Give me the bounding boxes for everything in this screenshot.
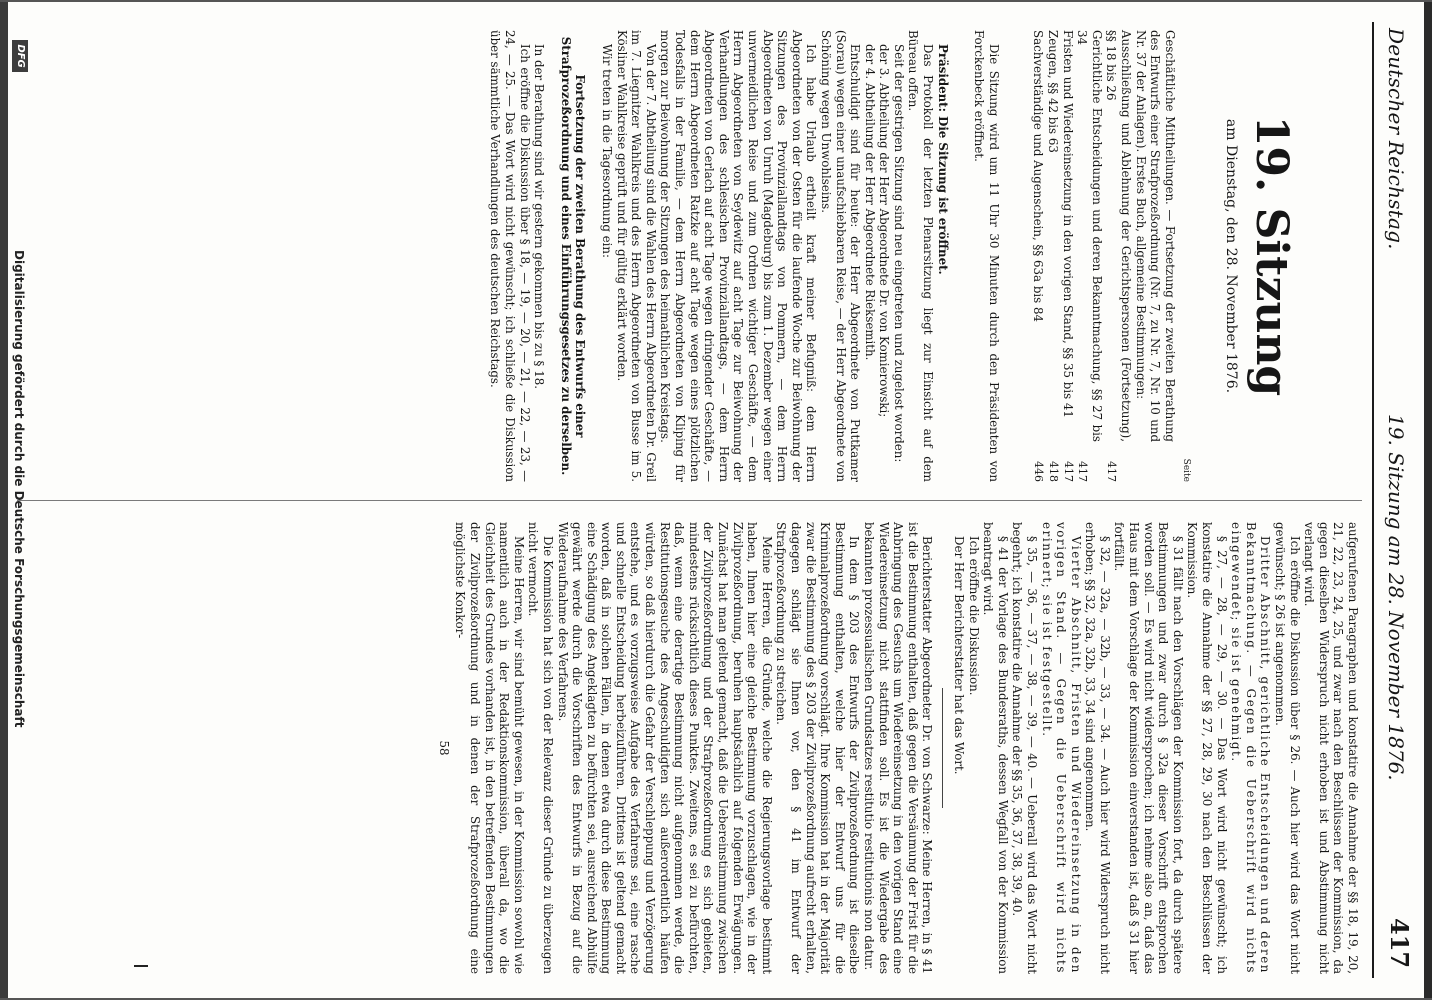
left-column [20,30,1360,482]
toc-item [1133,30,1177,482]
toc-item-text: Zeugen, §§ 42 bis 63 [1046,30,1061,153]
header-rule [1372,22,1374,978]
digitization-credit: Digitalisierung gefördert durch die Deutsche Forschungsgemeinschaft [12,250,26,728]
table-of-contents [1031,30,1194,482]
toc-item-text: Fristen und Wiedereinsetzung in den vorigen Stand, §§ 35 bis 41 [1060,30,1075,418]
body-paragraph: § 35, — 36, — 37, — 38, — 39, — 40. — Ueberall wird das Wort nicht begehrt; ich konstatire die Annahme der §§ 35, 36, 37, 38, 39, 40. [1010,522,1039,974]
toc-item-text: Sachverständige und Augenschein, §§ 63a bis 84 [1031,30,1046,322]
agenda-heading: Fortsetzung der zweiten Berathung des Entwurfs einer Strafprozeßordnung und eines Einführungsgesetzes zu derselben. [558,36,588,476]
body-paragraph: Der Herr Berichterstatter hat das Wort. [951,536,966,775]
body-paragraph: Die Kommission hat sich von der Relevanz dieser Gründe zu überzeugen nicht vermocht. [526,522,555,974]
body-paragraph: Von der 7. Abtheilung sind die Wahlen des Herrn Abgeordneten Dr. Greil im 7. Liegnitzer Wahlkreis und des Herrn Abgeordneten von Busse im 5. Kösliner Wahlkreise geprüft und für gültig erklärt worden. [614,30,658,482]
body-paragraph: der 4. Abtheilung der Herr Abgeordnete Rieksemith. [862,44,877,361]
paragraph-separator [942,688,943,808]
section-heading-paragraph: Dritter Abschnitt, gerichtliche Entscheidungen und deren Bekanntmachung. — Gegen die Ueberschrift wird nichts eingewendet; sie ist genehmigt. [1229,522,1273,974]
dfg-logo: DFG [12,40,28,72]
scan-edge-left [0,0,1432,2]
opening-paragraph: Die Sitzung wird um 11 Uhr 30 Minuten durch den Präsidenten von Forckenbeck eröffnet. [972,30,1001,482]
body-paragraph: In der Berathung sind wir gestern gekommen bis zu § 18. [532,44,547,389]
body-paragraph: Das Protokoll der letzten Plenarsitzung liegt zur Einsicht auf dem Büreau offen. [906,30,936,482]
sheet-number: 58 [436,740,451,756]
running-header [1376,0,1414,1000]
body-paragraph: Ich eröffne die Diskussion. [966,536,981,696]
body-paragraph: Meine Herren, die Gründe, welche die Regierungsvorlage bestimmt haben, Ihnen hier eine gleiche Bestimmung vorzuschlagen, wie in der Zivilprozeßordnung, beruhen hauptsächlich auf folgenden Erwägungen. Zunächst hat man geltend gemacht, daß die Uebereinstimmung zwischen der Zivilprozeßordnung und der Strafprozeßordnung es sich gebieten, mindestens rücksichtlich dieses Punktes. Zweitens, es sei zu befürchten, daß, wenn eine derartige Bestimmung nicht aufgenommen werde, die Restitutionsgesuche des Angeschuldigten sich außerordentlich häufen würden, so daß hierdurch die Gefahr der Verschleppung und Verzögerung entstehe, und es vorzugsweise Aufgabe des Verfahrens sei, eine rasche und schnelle Entscheidung herbeizuführen. Drittens ist geltend gemacht worden, daß in solchen Fällen, in denen etwa durch diese Bestimmung eine Schädigung des Angeklagten zu befürchten sei, ausreichend Abhülfe gewährt werde durch die Vorschriften des Entwurfs in Bezug auf die Wiederaufnahme des Verfahrens. [555,522,774,974]
toc-item [1104,30,1133,482]
body-paragraph: § 41 der Vorlage des Bundesraths, dessen Wegfall von der Kommission beantragt wird. [981,522,1010,974]
section-heading-paragraph: Vierter Abschnitt, Fristen und Wiedereinsetzung in den vorigen Stand. — Gegen die Ueberschrift wird nichts erinnert; sie ist festgestellt. [1039,522,1083,974]
session-title: 19. Sitzung [1246,115,1297,397]
body-paragraph: Seit der gestrigen Sitzung sind neu eingetreten und zugelost worden: [891,44,906,463]
toc-heading: Seite [1181,458,1192,482]
body-paragraph: Wir treten in die Tagesordnung ein: [600,44,615,258]
page-number: 417 [1385,918,1414,969]
body-paragraph: aufgerufenen Paragraphen und konstatire die Annahme der §§ 18, 19, 20, 21, 22, 23, 24, 25, und zwar nach den Beschlüssen der Kommission, da gegen dieselben Widerspruch nicht erhoben ist und Abstimmung nicht verlangt wird. [1302,522,1360,974]
president-paragraph: Präsident: Die Sitzung ist eröffnet. [935,44,950,275]
body-paragraph: Meine Herren, wir sind bemüht gewesen, in der Kommission sowohl wie namentlich auch in der Redaktionskommission, überall da, wo die Gleichheit des Grundes vorhanden ist, in den betreffenden Bestimmungen der Zivilprozeßordnung und in denen der Strafprozeßordnung eine möglichste Konkor- [453,522,526,974]
body-paragraph: Ich eröffne die Diskussion über § 18, — 19, — 20, — 21, — 22, — 23, — 24, — 25. — Das Wort wird nicht gewünscht; ich schließe die Diskussion über sämmtliche Verhandlungen des deutschen Reichstags. [488,30,532,482]
toc-item [1045,30,1060,482]
toc-item-page: 417 [1105,461,1119,482]
body-paragraph: Entschuldigt sind für heute: der Herr Abgeordnete von Puttkamer (Sorau) wegen einer unaufschiebbaren Reise, — der Herr Abgeordnete von Schöning wegen Unwohlseins. [818,30,863,482]
body-paragraph: der 3. Abtheilung der Herr Abgeordnete Dr. von Komierowski; [877,44,892,418]
toc-item [1075,30,1104,482]
toc-item [1031,30,1046,482]
scan-edge-top [1424,0,1432,1000]
session-date: am Dienstag, den 28. November 1876. [1223,118,1239,394]
toc-item-page: 417 [1061,461,1075,482]
toc-item-page: 446 [1032,461,1046,482]
column-divider [17,500,1362,501]
header-session: 19. Sitzung am 28. November 1876. [1384,414,1408,781]
body-paragraph: § 27, — 28, — 29, — 30. — Das Wort wird nicht gewünscht; ich konstatire die Annahme der §§ 27, 28, 29, 30 nach den Beschlüssen der Kommission. [1185,522,1229,974]
right-column [20,522,1360,974]
toc-item-page: 417 [1076,461,1090,482]
toc-item-page: 418 [1047,461,1061,482]
toc-item-text: Ausschließung und Ablehnung der Gerichtspersonen (Fortsetzung), §§ 18 bis 26 [1104,30,1134,442]
scan-edge-bottom [0,0,8,1000]
toc-item-text: Geschäftliche Mittheilungen. — Fortsetzung der zweiten Berathung des Entwurfs einer Strafprozeßordnung (Nr. 7, zu Nr. 7, Nr. 10 und Nr. 37 der Anlagen). Erstes Buch, allgemeine Bestimmungen: [1133,30,1177,442]
body-paragraph: § 32, — 32a, — 32b, — 33, — 34. — Auch hier wird Widerspruch nicht erhoben; §§ 32, 32a, 32b, 33, 34 sind angenommen. [1083,522,1112,974]
toc-item [1060,30,1075,482]
toc-item-text: Gerichtliche Entscheidungen und deren Bekanntmachung, §§ 27 bis 34 [1075,30,1104,442]
body-paragraph: In dem § 203 des Entwurfs der Zivilprozeßordnung ist dieselbe Bestimmung enthalten, welche hier der Entwurf uns für die Kriminalprozeßordnung vorschlägt. Ihre Kommission hat in der Majorität zwar die Bestimmung des § 203 der Zivilprozeßordnung aufrecht erhalten, dagegen schlägt sie Ihnen vor, den § 41 im Entwurf der Strafprozeßordnung zu streichen. [774,522,862,974]
body-paragraph: Ich eröffne die Diskussion über § 26. — Auch hier wird das Wort nicht gewünscht; § 26 ist angenommen. [1273,522,1302,974]
rapporteur-paragraph: Berichterstatter Abgeordneter Dr. von Schwarze: Meine Herren, in § 41 ist die Bestimmung enthalten, daß gegen die Versäumung der Frist für die Anbringung des Gesuchs um Wiedereinsetzung in den vorigen Stand eine Wiedereinsetzung nicht stattfinden soll. Es ist die Wiedergabe des bekannten prozessualischen Grundsatzes restitutio restitutionis non datur. [862,522,935,974]
body-paragraph: Ich habe Urlaub ertheilt kraft meiner Befugniß: dem Herrn Abgeordneten von der Osten für die laufende Woche zur Beiwohnung der Sitzungen des Provinziallandtags von Pommern, — dem Herrn Abgeordneten von Unruh (Magdeburg) bis zum 1. Dezember wegen einer unvermeidlichen Reise und zum Ordnen wichtiger Geschäfte, — dem Herrn Abgeordneten von Seydewitz auf acht Tage zur Beiwohnung der Verhandlungen des schlesischen Provinziallandtags, — dem Herrn Abgeordneten von Gerlach auf acht Tage wegen dringender Geschäfte, — dem Herrn Abgeordneten Ratzke auf acht Tage wegen eines plötzlichen Todesfalls in der Familie, — dem Herrn Abgeordneten von Kliping für morgen zur Beiwohnung der Sitzungen des heimathlichen Kreistags. [658,30,819,482]
header-publication: Deutscher Reichstag. [1384,28,1408,250]
body-paragraph: § 31 fällt nach den Vorschlägen der Kommission fort, da durch spätere Bestimmungen und zwar durch § 32a dieser Vorschrift entsprochen worden soll. — Es wird nicht widersprochen; ich nehme also an, daß das Haus mit dem Vorschlage der Kommission einverstanden ist, daß § 31 hier fortfällt. [1112,522,1185,974]
